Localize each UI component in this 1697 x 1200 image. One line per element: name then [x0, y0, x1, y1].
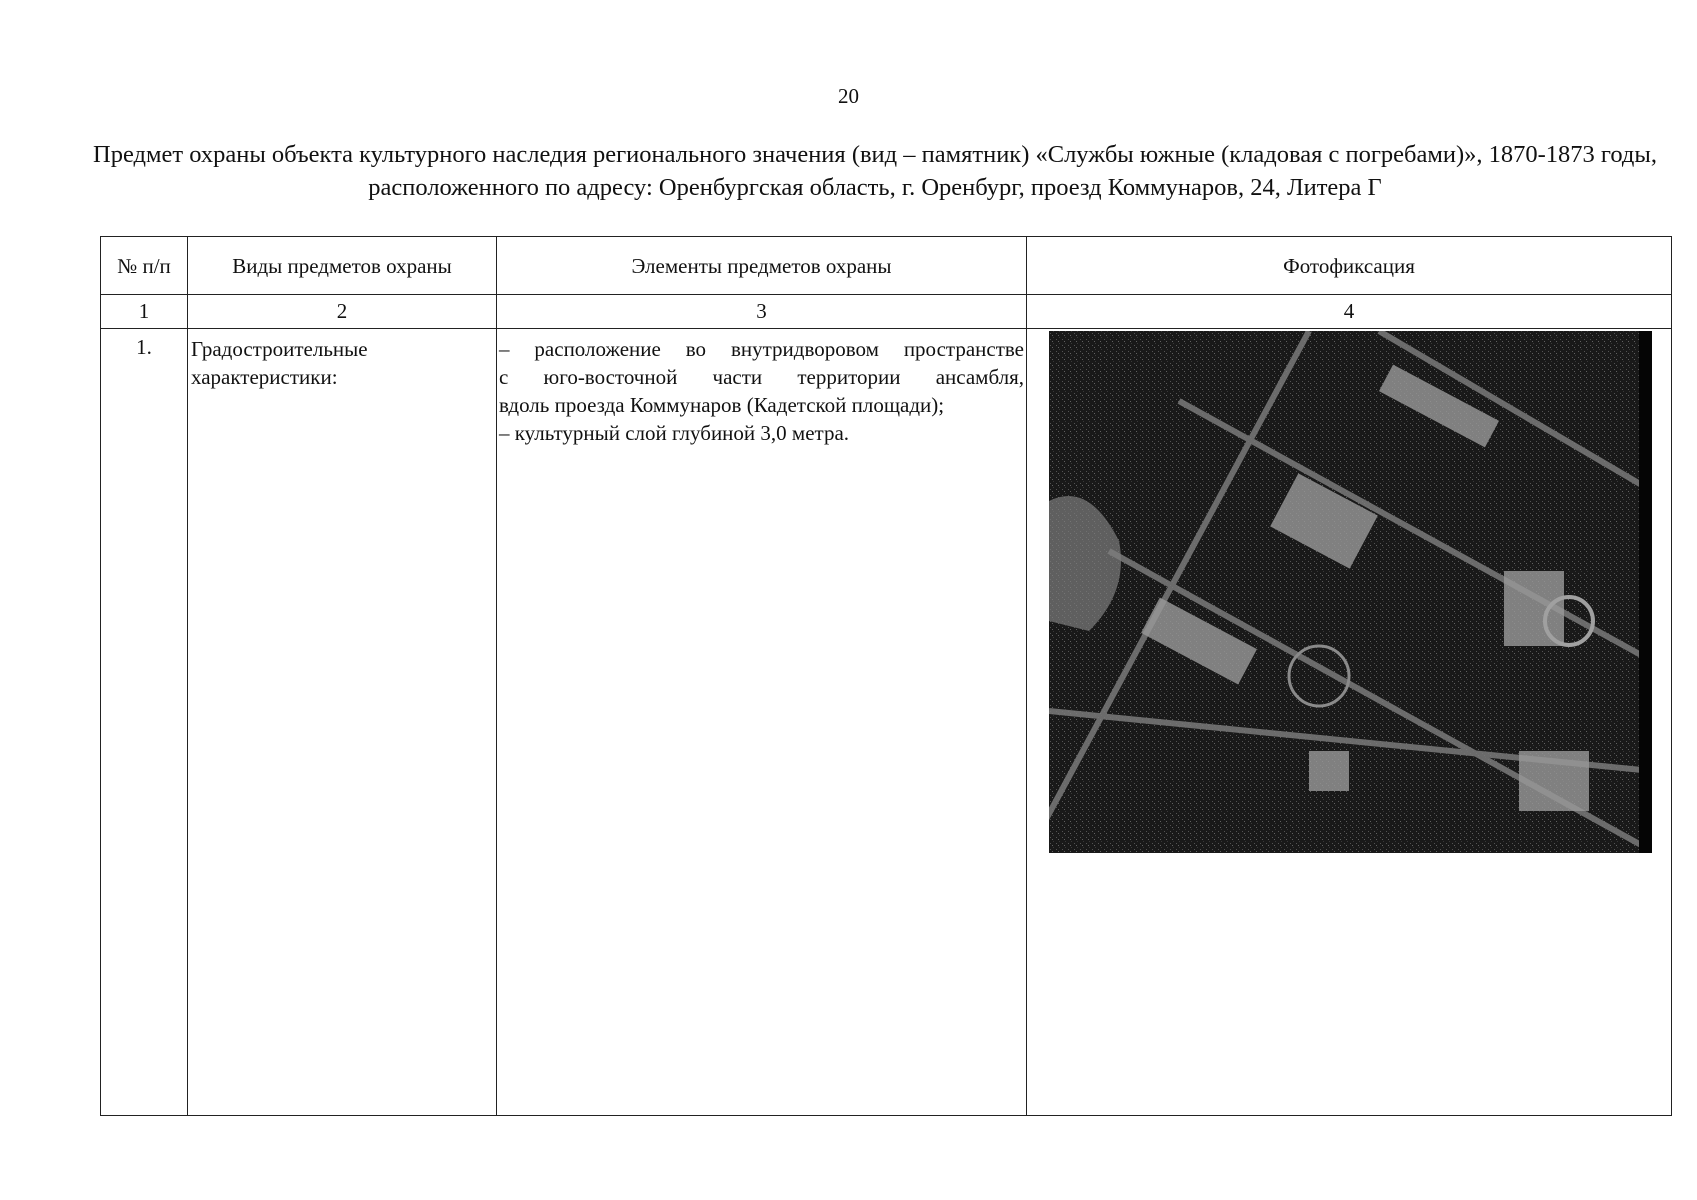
header-photo-fixation: Фотофиксация [1027, 237, 1672, 295]
photo-cell [1027, 329, 1672, 1116]
protection-elements [497, 329, 1027, 1116]
protection-subject-table [100, 236, 1672, 1116]
column-number: 3 [497, 295, 1027, 329]
column-number: 4 [1027, 295, 1672, 329]
column-number: 1 [101, 295, 188, 329]
element-line: – расположение во внутридворовом пространстве [499, 337, 1024, 361]
page-number: 20 [838, 84, 859, 108]
table-row [101, 329, 1672, 1116]
document-title: Предмет охраны объекта культурного наследия регионального значения (вид – памятник) «Службы южные (кладовая с погребами)», 1870-1873 годы, расположенного по адресу: Оренбургская область, г. Оренбург, проезд Коммунаров, 24, Литера Г [93, 141, 1657, 201]
protection-type: Градостроительные характеристики: [188, 329, 497, 1116]
table-header-row [101, 237, 1672, 295]
column-number: 2 [188, 295, 497, 329]
element-line: вдоль проезда Коммунаров (Кадетской площади); [499, 393, 945, 417]
column-number-row [101, 295, 1672, 329]
aerial-photo [1049, 331, 1652, 853]
header-number: № п/п [101, 237, 188, 295]
element-line: – культурный слой глубиной 3,0 метра. [499, 421, 850, 445]
header-protection-types: Виды предметов охраны [188, 237, 497, 295]
header-protection-elements: Элементы предметов охраны [497, 237, 1027, 295]
element-line: с юго-восточной части территории ансамбля, [499, 365, 1024, 389]
row-index: 1. [101, 329, 188, 1116]
